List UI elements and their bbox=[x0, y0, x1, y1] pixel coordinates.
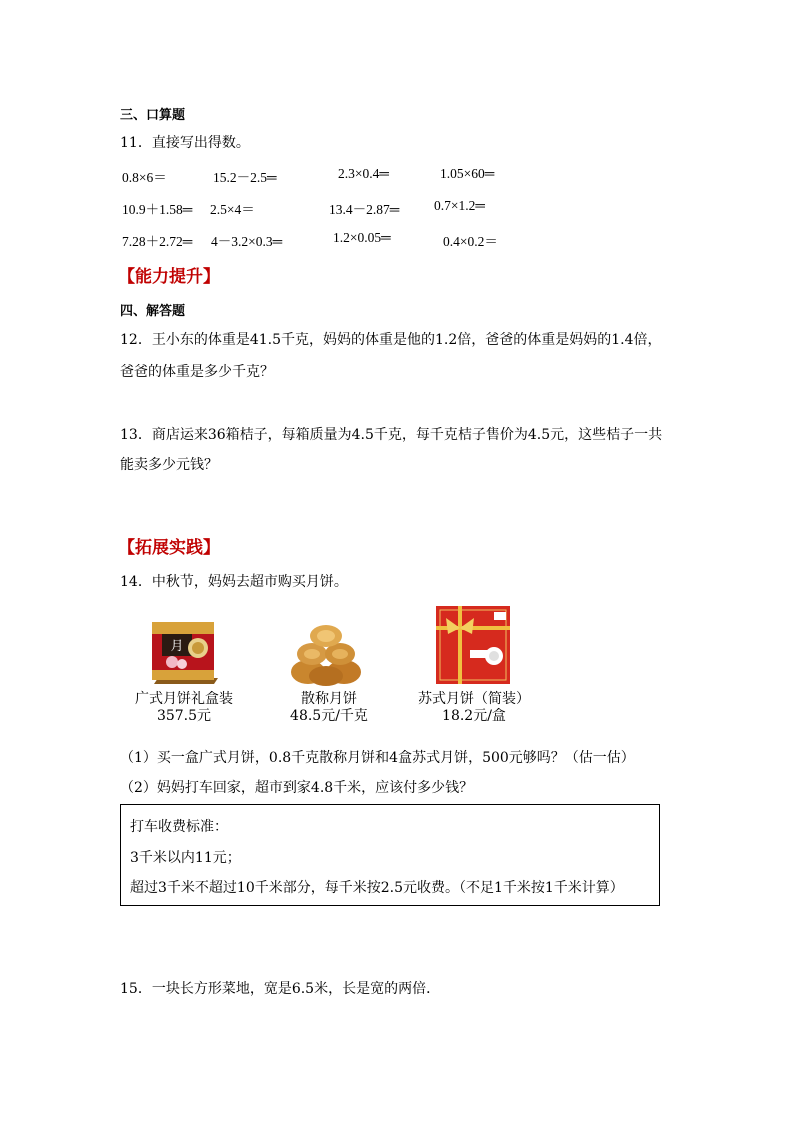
product-name-cantonese: 广式月饼礼盒装 bbox=[135, 691, 233, 707]
question-12-line2: 爸爸的体重是多少千克？ bbox=[120, 364, 274, 380]
section-heading-3: 三、口算题 bbox=[120, 108, 186, 123]
question-14-intro: 14．中秋节，妈妈去超市购买月饼。 bbox=[120, 574, 348, 590]
calc-r1-c3: 2.3×0.4═ bbox=[338, 166, 389, 181]
taxi-fee-title: 打车收费标准： bbox=[130, 819, 228, 835]
banner-extension: 【拓展实践】 bbox=[118, 538, 220, 558]
suzhou-mooncake-box-image bbox=[434, 604, 512, 686]
product-price-loose: 48.5元/千克 bbox=[290, 708, 368, 724]
question-14-part1: （1）买一盒广式月饼，0.8千克散称月饼和4盒苏式月饼，500元够吗？（估一估） bbox=[120, 750, 635, 766]
calc-r3-c1: 7.28＋2.72═ bbox=[122, 234, 193, 249]
calc-r2-c3: 13.4－2.87═ bbox=[329, 202, 400, 217]
calc-r2-c2: 2.5×4＝ bbox=[210, 202, 255, 217]
svg-text:月: 月 bbox=[170, 639, 184, 654]
calc-r2-c4: 0.7×1.2═ bbox=[434, 198, 485, 213]
question-14-part2: （2）妈妈打车回家，超市到家4.8千米，应该付多少钱？ bbox=[120, 780, 474, 796]
loose-mooncakes-image bbox=[288, 620, 364, 688]
calc-r3-c2: 4－3.2×0.3═ bbox=[211, 234, 283, 249]
calc-r3-c3: 1.2×0.05═ bbox=[333, 230, 391, 245]
taxi-fee-rule-1: 3千米以内11元； bbox=[130, 850, 241, 866]
question-13-line2: 能卖多少元钱？ bbox=[120, 457, 218, 473]
taxi-fee-rule-2: 超过3千米不超过10千米部分，每千米按2.5元收费。（不足1千米按1千米计算） bbox=[130, 880, 624, 896]
question-13-line1: 13．商店运来36箱桔子，每箱质量为4.5千克，每千克桔子售价为4.5元，这些桔子一共 bbox=[120, 427, 663, 443]
calc-r1-c1: 0.8×6＝ bbox=[122, 170, 167, 185]
question-12-line1: 12．王小东的体重是41.5千克，妈妈的体重是他的1.2倍，爸爸的体重是妈妈的1.4倍， bbox=[120, 332, 662, 348]
question-15: 15．一块长方形菜地，宽是6.5米，长是宽的两倍． bbox=[120, 981, 441, 997]
section-heading-4: 四、解答题 bbox=[120, 304, 186, 319]
calc-r1-c2: 15.2－2.5═ bbox=[213, 170, 277, 185]
product-price-suzhou: 18.2元/盒 bbox=[442, 708, 506, 724]
calc-r2-c1: 10.9＋1.58═ bbox=[122, 202, 193, 217]
calc-r1-c4: 1.05×60═ bbox=[440, 166, 495, 181]
taxi-fee-box bbox=[120, 804, 660, 906]
banner-ability: 【能力提升】 bbox=[118, 267, 220, 287]
product-name-loose: 散称月饼 bbox=[301, 691, 357, 707]
question-11: 11．直接写出得数。 bbox=[120, 135, 250, 151]
calc-r3-c4: 0.4×0.2＝ bbox=[443, 234, 498, 249]
cantonese-mooncake-giftbox-image bbox=[148, 614, 220, 688]
product-price-cantonese: 357.5元 bbox=[156, 708, 212, 724]
product-name-suzhou: 苏式月饼（简装） bbox=[418, 691, 530, 707]
